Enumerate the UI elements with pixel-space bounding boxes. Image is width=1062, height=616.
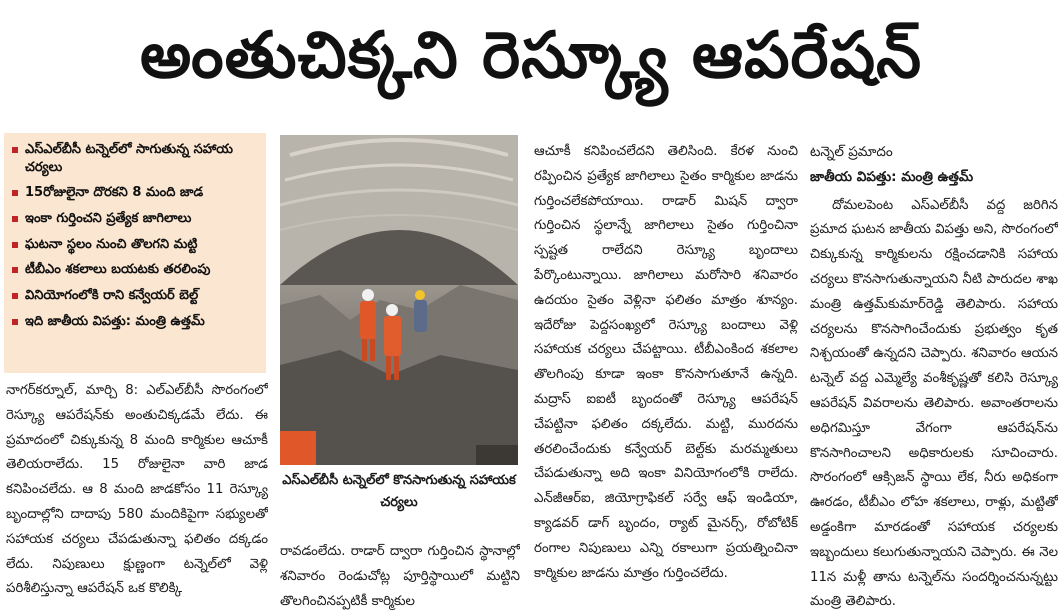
article-paragraph: నాగర్‌కర్నూల్‌, మార్చి 8: ఎల్‌ఎల్‌బీసీ సొరంగంలో రెస్క్యూ ఆపరేషన్‌కు అంతుచిక్కడమే లేదు. ఈ ప్రమాదంలో చిక్కుకున్న 8 మంది కార్మికుల ఆచూకీ తెలియరాలేదు. 15 రోజులైనా వారి జాడ కనిపించలేదు. ఆ 8 మంది జాడకోసం 11 రెస్క్యూ బృందాల్లోని దాదాపు 580 మందికిపైగా సభ్యులతో సహాయక చర్యలు చేపడుతున్నా ఫలితం దక్కడం లేదు. నిపుణులు క్షుణ్ణంగా టన్నెల్‌లో వెళ్లి పరిశీలిస్తున్నా ఆపరేషన్ ఒక కొలిక్కి bbox=[6, 383, 268, 597]
photo-illustration bbox=[280, 135, 518, 465]
highlight-item: ఇది జాతీయ విపత్తు: మంత్రి ఉత్తమ్ bbox=[12, 313, 260, 331]
bullet-icon bbox=[12, 267, 18, 273]
article-column-2 bbox=[280, 540, 520, 616]
highlight-item: 15రోజులైనా దొరకని 8 మంది జాడ bbox=[12, 184, 260, 202]
highlight-item: ఇంకా గుర్తించని ప్రత్యేక జాగిలాలు bbox=[12, 210, 260, 228]
tunnel-rescue-photo bbox=[280, 135, 518, 465]
bullet-icon bbox=[12, 242, 18, 248]
subheadline: జాతీయ విపత్తు: మంత్రి ఉత్తమ్ bbox=[810, 168, 974, 185]
bullet-icon bbox=[12, 216, 18, 222]
bullet-icon bbox=[12, 147, 18, 153]
highlight-item: ఘటనా స్థలం నుంచి తొలగని మట్టి bbox=[12, 236, 260, 254]
bullet-icon bbox=[12, 190, 18, 196]
bullet-icon bbox=[12, 319, 18, 325]
section-kicker: టన్నెల్ ప్రమాదం bbox=[810, 144, 893, 160]
headline: అంతుచిక్కని రెస్క్యూ ఆపరేషన్ bbox=[139, 18, 923, 93]
article-paragraph: దోమలపెంట ఎస్‌ఎల్‌బీసీ వద్ద జరిగిన ప్రమాద ఘటన జాతీయ విపత్తు అని, సొరంగంలో చిక్కుకున్న కార్మికులను రక్షించడానికి సహాయ చర్యలు కొనసాగుతున్నాయని నీటి పారుదల శాఖ మంత్రి ఉత్తమ్‌కుమార్‌రెడ్డి తెలిపారు. సహాయ చర్యలను కొనసాగించేందుకు ప్రభుత్వం కృత నిశ్చయంతో ఉన్నదని చెప్పారు. శనివారం ఆయన టన్నెల్ వద్ద ఎమ్మెల్యే వంశీకృష్ణతో కలిసి రెస్క్యూ ఆపరేషన్ వివరాలను తెలిపారు. అవాంతరాలను అధిగమిస్తూ వేగంగా ఆపరేషన్‌ను కొనసాగించాలని అధికారులకు సూచించారు. సొరంగంలో ఆక్సిజన్ స్థాయి లేక, నీరు అధికంగా ఊరడం, టీబీఎం లోహ శకలాలు, రాళ్లు, మట్టితో అడ్డంకిగా మారడంతో సహాయక చర్యలకు ఇబ్బందులు కలుగుతున్నాయని చెప్పారు. ఈ నెల 11న మళ్లీ తాను టన్నెల్‌ను సందర్శించనున్నట్టు మంత్రి తెలిపారు. bbox=[810, 197, 1058, 610]
article-column-4 bbox=[810, 140, 1058, 616]
highlights-box bbox=[4, 133, 266, 373]
bullet-icon bbox=[12, 293, 18, 299]
highlight-item: టీబీఎం శకలాలు బయటకు తరలింపు bbox=[12, 261, 260, 279]
article-paragraph: ఆచూకీ కనిపించలేదని తెలిసింది. కేరళ నుంచి రప్పించిన ప్రత్యేక జాగిలాలు సైతం కార్మికుల జాడను గుర్తించలేకపోయాయి. రాడార్ మిషన్ ద్వారా గుర్తించిన స్థలాన్నే జాగిలాలు సైతం గుర్తించినా స్పష్టత రాలేదని రెస్క్యూ బృందాలు పేర్కొంటున్నాయి. జాగిలాలు మరోసారి శనివారం ఉదయం సైతం వెళ్లినా ఫలితం మాత్రం శూన్యం. ఇదేరోజు పెద్దసంఖ్యలో రెస్క్యూ బందాలు వెళ్లి సహాయక చర్యలు చేపట్టాయి. టీబీఎంకింద శకలాల తొలగింపు కూడా ఇంకా కొనసాగుతూనే ఉన్నది. మద్రాస్ ఐఐటీ బృందంతో రెస్క్యూ ఆపరేషన్ చేపట్టినా ఫలితం దక్కలేదు. మట్టి, మురదను తరలించేందుకు కన్వేయర్ బెల్ట్‌కు మరమ్మతులు చేపడుతున్నా అది ఇంకా వినియోగంలోకి రాలేదు. ఎన్‌జీఆర్ఐ, జియోగ్రాఫికల్ సర్వే ఆఫ్ ఇండియా, క్యాడవర్ డాగ్ బృందం, ర్యాట్ మైనర్స్, రోబోటిక్ రంగాల నిపుణులు ఎన్ని రకాలుగా ప్రయత్నించినా కార్మికుల జాడను మాత్రం గుర్తించలేదు. bbox=[534, 144, 798, 581]
article-column-3 bbox=[534, 140, 798, 616]
photo-caption: ఎస్‌ఎల్‌బీసీ టన్నెల్‌లో కొనసాగుతున్న సహాయక చర్యలు bbox=[282, 473, 516, 510]
highlight-item: వినియోగంలోకి రాని కన్వేయర్ బెల్ట్ bbox=[12, 287, 260, 305]
article-paragraph: రావడంలేదు. రాడార్ ద్వారా గుర్తించిన స్థానాల్లో శనివారం రెండుచోట్ల పూర్తిస్థాయిలో మట్టిని తొలగించినప్పటికీ కార్మికుల bbox=[280, 544, 520, 609]
article-column-1 bbox=[6, 379, 268, 616]
highlight-item: ఎస్‌ఎల్‌బీసీ టన్నెల్‌లో సాగుతున్న సహాయ చర్యలు bbox=[12, 141, 260, 176]
